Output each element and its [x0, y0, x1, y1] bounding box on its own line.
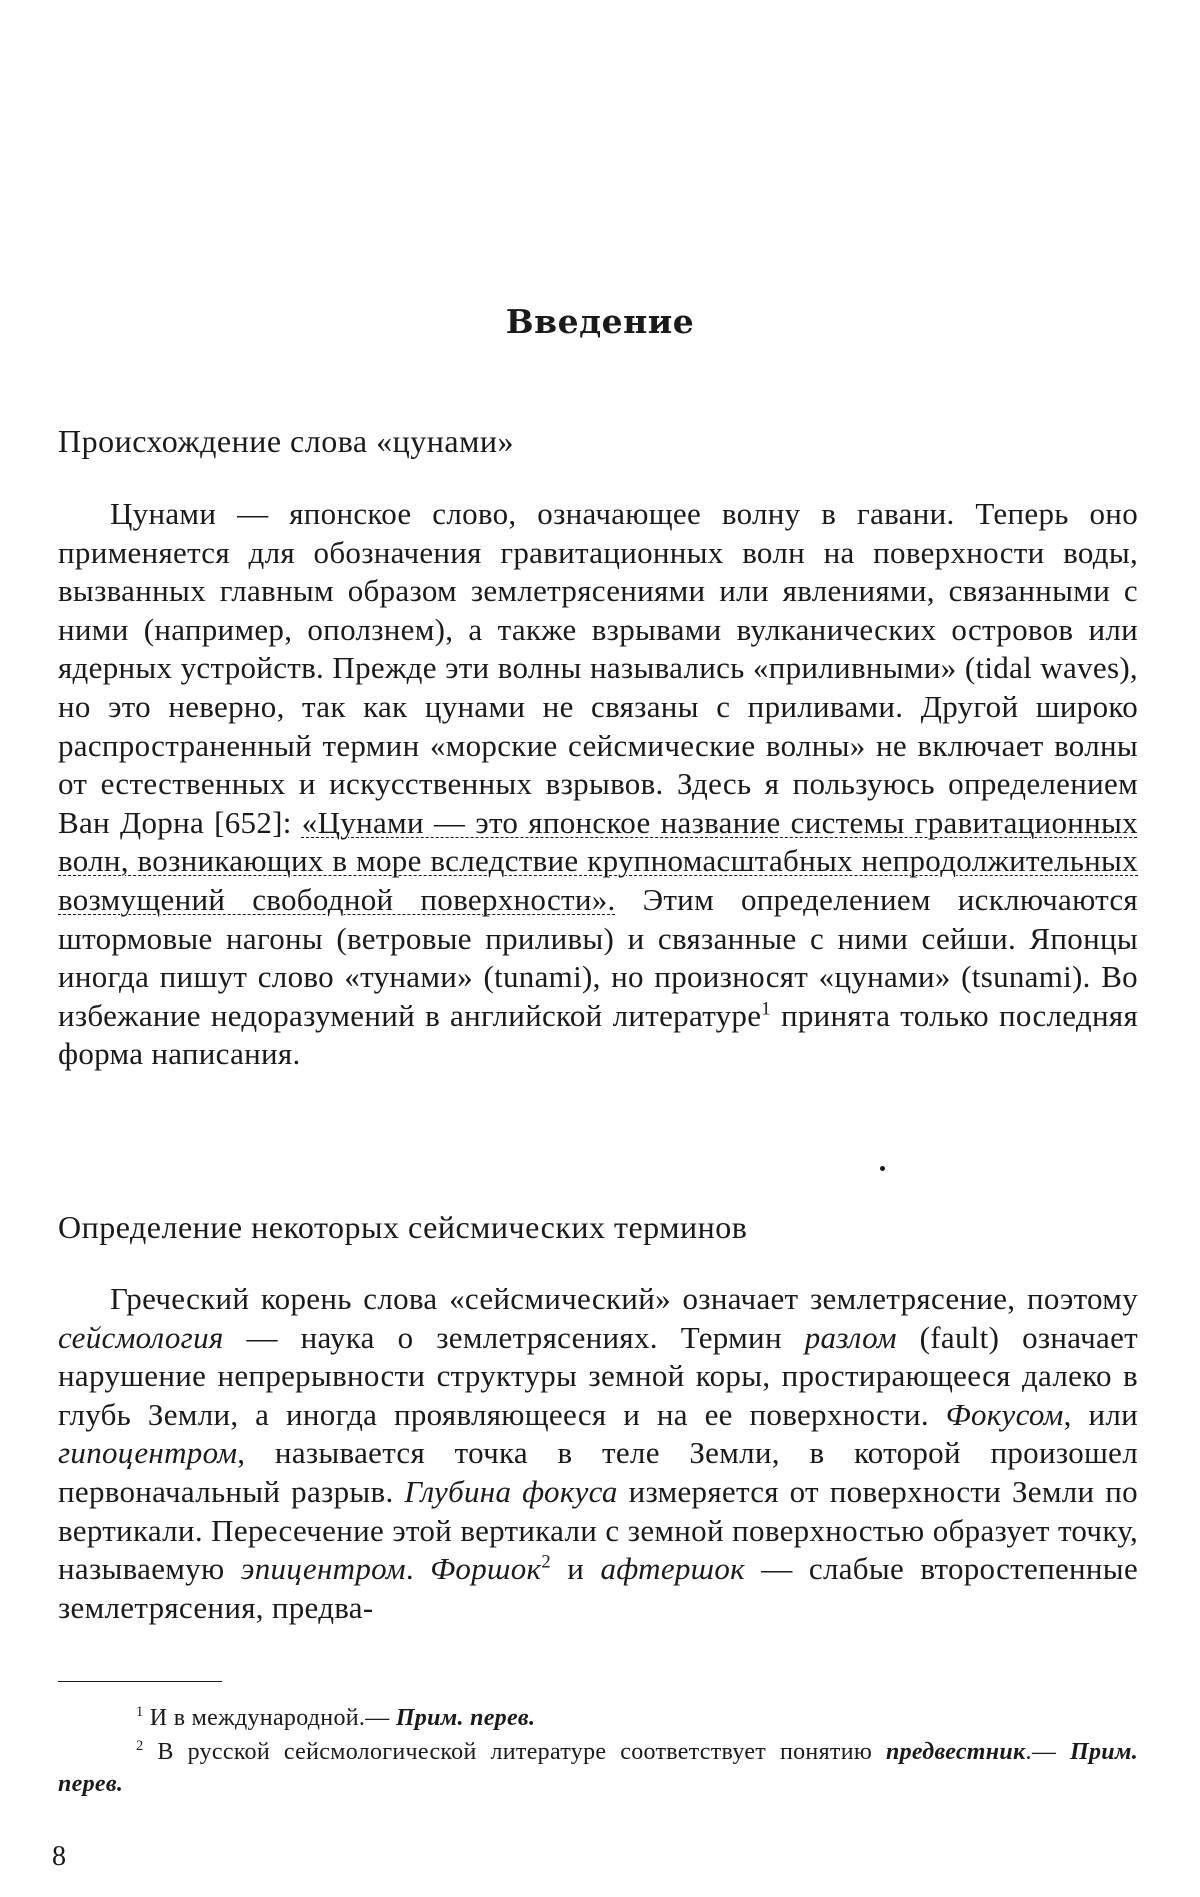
- quoted-definition: «Цунами — это японское название системы гравитационных волн, возникающих в море вследствие крупномасштабных непродолжительных возмущений свободной поверхности».: [58, 804, 1138, 917]
- paragraph-seismic-terms: [58, 1280, 1138, 1627]
- translator-note: Прим. перев.: [395, 1705, 536, 1731]
- translator-note: Прим. перев.: [58, 1739, 1138, 1797]
- term-aftershock: афтершок: [600, 1551, 745, 1587]
- footnote-ref-1: 1: [761, 998, 771, 1020]
- chapter-title: Введение: [505, 302, 695, 341]
- footnote-ref-2: 2: [541, 1551, 551, 1573]
- text-run: принята только последняя форма написания.: [58, 997, 1139, 1072]
- footnote-text: В русской сейсмологической литературе соответствует понятию: [143, 1739, 886, 1765]
- term-seismology: сейсмология: [58, 1319, 224, 1355]
- footnote-1: [58, 1702, 1138, 1734]
- term-precursor: предвестник: [885, 1739, 1026, 1765]
- footnote-divider: [58, 1681, 222, 1682]
- text-run: — слабые второстепенные землетрясения, предва-: [58, 1551, 1138, 1625]
- term-epicenter: эпицентром: [240, 1551, 406, 1587]
- term-fault: разлом: [804, 1319, 897, 1355]
- text-run: Греческий корень слова «сейсмический» означает землетрясение, поэтому: [110, 1281, 1138, 1316]
- text-run: Цунами — японское слово, означающее волну в гавани. Теперь оно применяется для обозначения гравитационных волн на поверхности воды, вызванных главным образом землетрясениями или явлениями, связанными с ними (например, оползнем), а также взрывами вулканических островов или ядерных устройств. Прежде эти волны назывались «приливными» (tidal waves), но это неверно, так как цунами не связаны с приливами. Другой широко распространенный термин «морские сейсмические волны» не включает волны от естественных и искусственных взрывов. Здесь я пользуюсь определением Ван Дорна [652]:: [58, 496, 1138, 840]
- paragraph-tsunami-origin: [58, 495, 1138, 1074]
- term-focal-depth: Глубина фокуса: [404, 1473, 618, 1509]
- text-run: , называется точка в теле Земли, в которой произошел первоначальный разрыв.: [58, 1435, 1138, 1509]
- term-focus: Фокусом: [945, 1396, 1064, 1432]
- text-run: Этим определением исключаются штормовые нагоны (ветровые приливы) и связанные с ними сейши. Японцы иногда пишут слово «тунами» (tunami), но произносят «цунами» (tsunami). Во избежание недоразумений в английской литературе: [58, 881, 1138, 1033]
- text-run: , или: [1063, 1396, 1138, 1432]
- print-speck: [880, 1166, 885, 1171]
- footnote-text: .—: [1025, 1739, 1071, 1765]
- footnote-text: И в международной.—: [143, 1705, 396, 1731]
- text-run: (fault) означает нарушение непрерывности структуры земной коры, простирающееся далеко в глубь Земли, а иногда проявляющееся и на ее поверхности.: [58, 1319, 1138, 1432]
- page-number: 8: [52, 1841, 66, 1872]
- section-heading-seismic-terms: Определение некоторых сейсмических терминов: [58, 1209, 748, 1245]
- footnote-2: [58, 1736, 1138, 1800]
- term-hypocenter: гипоцентром: [58, 1435, 238, 1471]
- text-run: измеряется от поверхности Земли по вертикали. Пересечение этой вертикали с земной поверхностью образует точку, называемую: [58, 1473, 1138, 1587]
- footnote-marker-2: 2: [136, 1738, 144, 1754]
- section-heading-tsunami-origin: Происхождение слова «цунами»: [58, 423, 514, 459]
- footnote-marker-1: 1: [136, 1704, 144, 1720]
- text-run: .: [405, 1551, 431, 1587]
- text-run: и: [550, 1551, 601, 1587]
- text-run: — наука о землетрясениях. Термин: [223, 1319, 805, 1355]
- term-foreshock: Форшок: [430, 1551, 542, 1587]
